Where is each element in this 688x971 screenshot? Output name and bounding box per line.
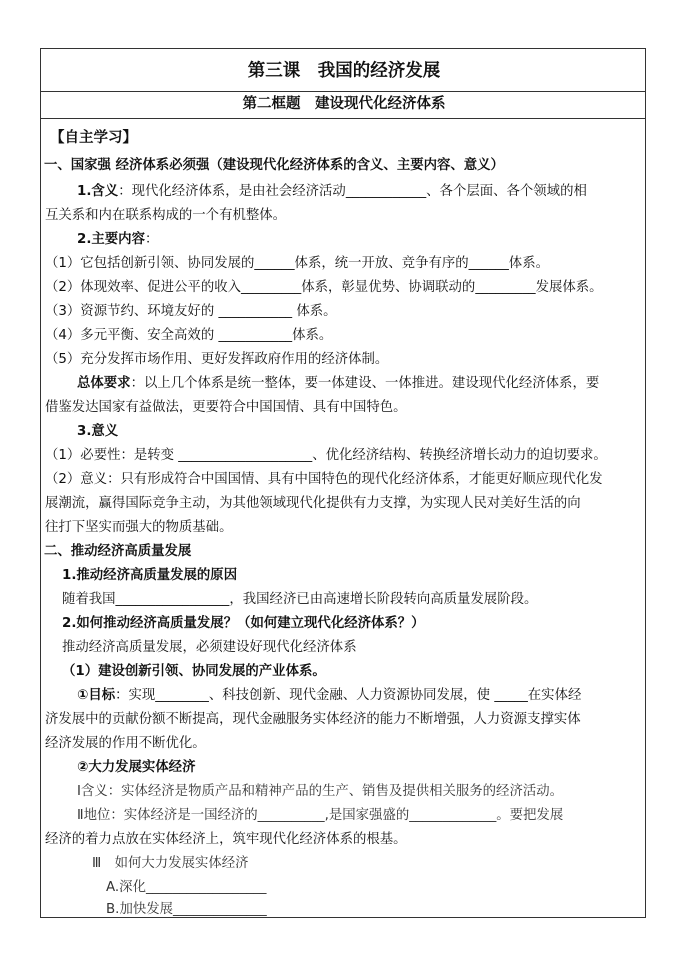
real-economy-item-a: A.深化__________________ — [106, 880, 267, 895]
goal-line-2: 济发展中的贡献份额不断提高，现代金融服务实体经济的能力不断增强，人力资源支撑实体 — [45, 712, 581, 727]
real-economy-status-line-1: Ⅱ地位：实体经济是一国经济的__________,是国家强盛的_____________。要把发展 — [77, 808, 564, 823]
meaning-label: 1.含义 — [77, 184, 119, 199]
meaning-text: ：现代化经济体系，是由社会经济活动____________、各个层面、各个领域的相 — [118, 184, 587, 199]
overall-line-1 — [77, 375, 599, 393]
goal-text: ：实现________、科技创新、现代金融、人力资源协同发展，使 _____在实体经 — [115, 688, 582, 703]
overall-label: 总体要求 — [77, 376, 131, 391]
section-2-heading: 二、推动经济高质量发展 — [44, 544, 192, 559]
goal-line-1 — [77, 687, 581, 705]
real-economy-how-heading: Ⅲ 如何大力发展实体经济 — [92, 856, 249, 871]
content-label: 2.主要内容 — [77, 232, 145, 247]
section-1-heading: 一、国家强 经济体系必须强（建设现代化经济体系的含义、主要内容、意义） — [44, 158, 504, 173]
subtitle-divider — [40, 118, 646, 119]
meaning-line-1 — [77, 183, 587, 201]
real-economy-item-b: B.加快发展______________ — [106, 902, 267, 917]
real-economy-status-line-2: 经济的着力点放在实体经济上，筑牢现代化经济体系的根基。 — [45, 832, 407, 847]
content-item-4: （4）多元平衡、安全高效的 ___________体系。 — [45, 328, 333, 343]
significance-item-1: （1）必要性：是转变 ____________________、优化经济结构、转换经济增长动力的迫切要求。 — [45, 448, 607, 463]
goal-line-3: 经济发展的作用不断优化。 — [45, 736, 206, 751]
content-item-5: （5）充分发挥市场作用、更好发挥政府作用的经济体制。 — [45, 352, 389, 367]
real-economy-meaning: Ⅰ含义：实体经济是物质产品和精神产品的生产、销售及提供相关服务的经济活动。 — [77, 784, 564, 799]
meaning-line-2: 互关系和内在联系构成的一个有机整体。 — [45, 208, 287, 223]
title-divider — [40, 91, 646, 92]
reason-text: 随着我国_________________，我国经济已由高速增长阶段转向高质量发展阶段。 — [62, 592, 538, 607]
real-economy-heading: ②大力发展实体经济 — [77, 760, 196, 775]
page-title: 第三课 我国的经济发展 — [247, 61, 441, 81]
goal-label: ①目标 — [77, 688, 116, 703]
page-subtitle: 第二框题 建设现代化经济体系 — [242, 96, 446, 112]
self-study-heading: 【自主学习】 — [50, 130, 137, 146]
content-item-2: （2）体现效率、促进公平的收入_________体系，彰显优势、协调联动的_________发展体系。 — [45, 280, 603, 295]
significance-item-2-line-1: （2）意义：只有形成符合中国国情、具有中国特色的现代化经济体系，才能更好顺应现代化发 — [45, 472, 603, 487]
industry-system-heading: （1）建设创新引领、协同发展的产业体系。 — [62, 664, 326, 679]
overall-text: ：以上几个体系是统一整体，要一体建设、一体推进。建设现代化经济体系，要 — [130, 376, 600, 391]
significance-item-2-line-2: 展潮流，赢得国际竞争主动，为其他领域现代化提供有力支撑，为实现人民对美好生活的向 — [45, 496, 581, 511]
content-item-1: （1）它包括创新引领、协同发展的______体系，统一开放、竞争有序的______体系。 — [45, 256, 549, 271]
significance-item-2-line-3: 往打下坚实而强大的物质基础。 — [45, 520, 233, 535]
how-text: 推动经济高质量发展，必须建设好现代化经济体系 — [62, 640, 357, 655]
how-heading: 2.如何推动经济高质量发展？（如何建立现代化经济体系？） — [62, 616, 425, 631]
content-colon: ： — [144, 232, 159, 247]
content-heading — [77, 231, 158, 249]
significance-heading: 3.意义 — [77, 424, 119, 439]
overall-line-2: 借鉴发达国家有益做法，更要符合中国国情、具有中国特色。 — [45, 400, 407, 415]
reason-heading: 1.推动经济高质量发展的原因 — [62, 568, 238, 583]
content-item-3: （3）资源节约、环境友好的 ___________ 体系。 — [45, 304, 337, 319]
